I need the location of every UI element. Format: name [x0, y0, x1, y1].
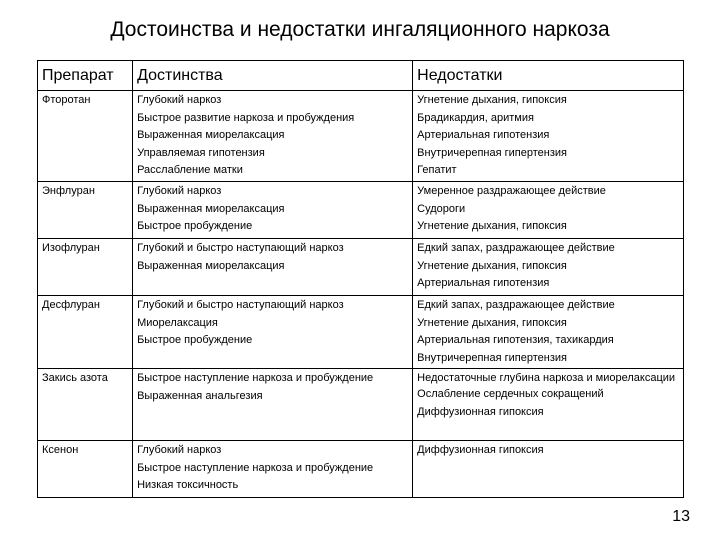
- drug-name: Фторотан: [42, 94, 91, 106]
- header-advantages: Достинства: [133, 61, 413, 91]
- table-row: [38, 182, 684, 239]
- disadvantages-cell: [413, 182, 684, 239]
- advantages-cell: [133, 369, 413, 441]
- advantage-item: Быстрое наступление наркоза и пробуждение: [137, 372, 374, 384]
- disadvantage-item: Артериальная гипотензия, тахикардия: [417, 334, 614, 346]
- drug-cell: [38, 296, 133, 369]
- advantages-cell: [133, 239, 413, 296]
- drug-name: Десфлуран: [42, 299, 100, 311]
- advantages-cell: [133, 441, 413, 498]
- disadvantage-item: Диффузионная гипоксия: [417, 405, 544, 418]
- advantage-item: Быстрое развитие наркоза и пробуждения: [137, 111, 355, 124]
- advantages-cell: [133, 91, 413, 182]
- disadvantage-item: Ослабление сердечных сокращений: [417, 388, 604, 400]
- table-header-row: [38, 61, 684, 91]
- disadvantage-item: Артериальная гипотензия: [417, 129, 550, 141]
- disadvantage-item: Внутричерепная гипертензия: [417, 146, 567, 159]
- table-row: [38, 91, 684, 182]
- page-number: 13: [672, 508, 690, 525]
- disadvantage-item: Внутричерепная гипертензия: [417, 351, 567, 364]
- drug-name: Ксенон: [42, 444, 79, 456]
- table-row: [38, 239, 684, 296]
- disadvantages-cell: [413, 91, 684, 182]
- advantage-item: Быстрое наступление наркоза и пробуждение: [137, 461, 374, 474]
- advantage-item: Глубокий и быстро наступающий наркоз: [137, 242, 344, 254]
- drug-name: Изофлуран: [42, 242, 100, 254]
- drug-cell: [38, 182, 133, 239]
- advantage-item: Низкая токсичность: [137, 479, 239, 491]
- disadvantage-item: Угнетение дыхания, гипоксия: [417, 94, 567, 106]
- drug-cell: [38, 239, 133, 296]
- advantage-item: Миорелаксация: [137, 316, 218, 329]
- advantage-item: Расслабление матки: [137, 164, 243, 176]
- disadvantage-item: Судороги: [417, 202, 466, 215]
- table-row: [38, 296, 684, 369]
- advantage-item: Выраженная миорелаксация: [137, 202, 285, 215]
- disadvantage-item: Брадикардия, аритмия: [417, 111, 534, 124]
- disadvantage-item: Умеренное раздражающее действие: [417, 185, 606, 197]
- drug-name: Энфлуран: [42, 185, 95, 197]
- disadvantage-item: Едкий запах, раздражающее действие: [417, 299, 615, 311]
- header-drug: Препарат: [38, 61, 133, 91]
- disadvantage-item: Недостаточные глубина наркоза и миорелаксации: [417, 372, 676, 384]
- disadvantages-cell: [413, 239, 684, 296]
- comparison-table: [37, 60, 684, 498]
- advantage-item: Глубокий и быстро наступающий наркоз: [137, 299, 344, 311]
- table-row: [38, 441, 684, 498]
- advantage-item: Выраженная миорелаксация: [137, 259, 285, 272]
- disadvantage-item: Угнетение дыхания, гипоксия: [417, 220, 567, 232]
- table-row: [38, 369, 684, 441]
- drug-name: Закись азота: [42, 372, 108, 384]
- disadvantage-item: Угнетение дыхания, гипоксия: [417, 259, 567, 272]
- disadvantage-item: Гепатит: [417, 164, 457, 176]
- disadvantages-cell: [413, 369, 684, 441]
- disadvantage-item: Диффузионная гипоксия: [417, 444, 544, 456]
- disadvantages-cell: [413, 296, 684, 369]
- disadvantage-item: Артериальная гипотензия: [417, 277, 550, 289]
- advantage-item: Выраженная миорелаксация: [137, 129, 285, 141]
- header-disadvantages: Недостатки: [413, 61, 684, 91]
- advantages-cell: [133, 296, 413, 369]
- drug-cell: [38, 441, 133, 498]
- advantage-item: Глубокий наркоз: [137, 185, 222, 197]
- advantage-item: Выраженная анальгезия: [137, 389, 263, 402]
- disadvantages-cell: [413, 441, 684, 498]
- disadvantage-item: Едкий запах, раздражающее действие: [417, 242, 615, 254]
- advantage-item: Управляемая гипотензия: [137, 146, 265, 159]
- drug-cell: [38, 369, 133, 441]
- advantages-cell: [133, 182, 413, 239]
- page-title: Достоинства и недостатки ингаляционного наркоза: [110, 18, 610, 41]
- advantage-item: Глубокий наркоз: [137, 94, 222, 106]
- drug-cell: [38, 91, 133, 182]
- disadvantage-item: Угнетение дыхания, гипоксия: [417, 316, 567, 329]
- advantage-item: Глубокий наркоз: [137, 444, 222, 456]
- advantage-item: Быстрое пробуждение: [137, 220, 253, 232]
- advantage-item: Быстрое пробуждение: [137, 334, 253, 346]
